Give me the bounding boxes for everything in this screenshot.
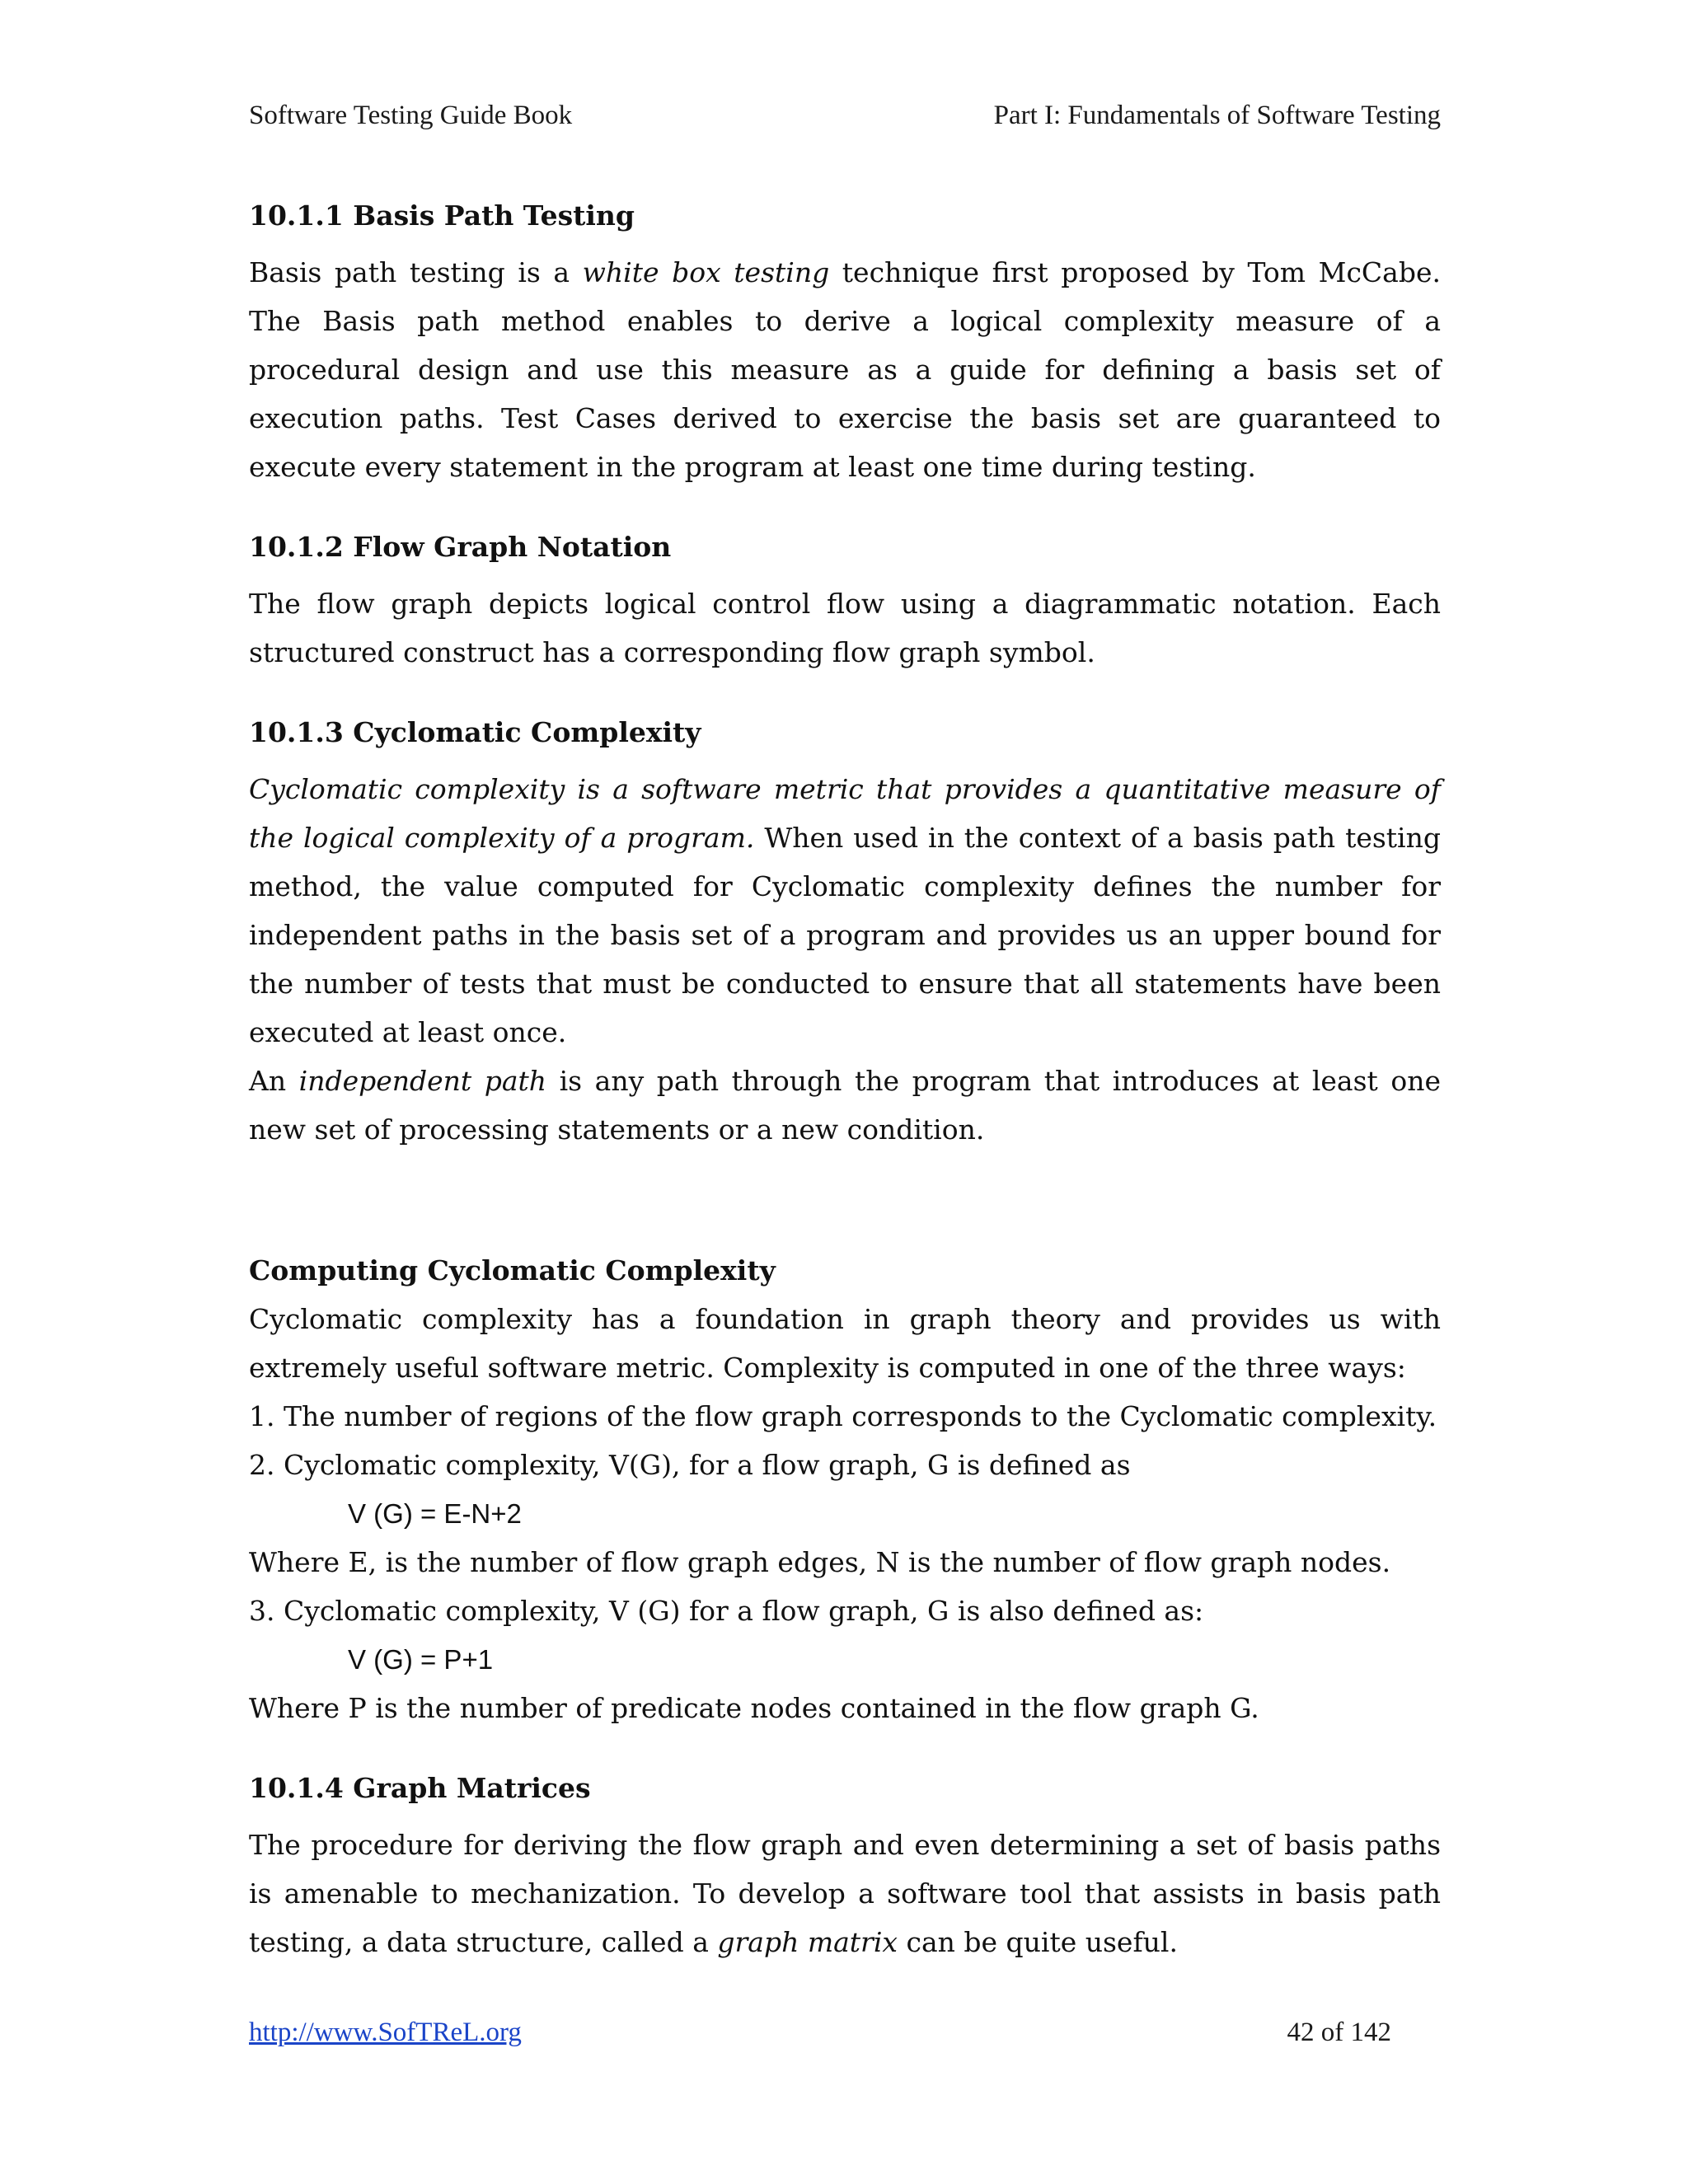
paragraph-cyclomatic-definition (249, 765, 1441, 1057)
section-graph-matrices (249, 1765, 1441, 1966)
section-cyclomatic-complexity (249, 710, 1441, 1154)
formula-edges-nodes: V (G) = E-N+2 (348, 1498, 522, 1529)
page-footer (249, 2014, 1391, 2050)
formula-predicates: V (G) = P+1 (348, 1644, 494, 1675)
page-number: 42 of 142 (1287, 2018, 1391, 2047)
text-run: When used in the context of a basis path testing method, the value computed for Cyclomatic complexity defines the number for independent paths in the basis set of a program and provides us an upper bound for the number of tests that must be conducted to ensure that all statements have been executed at least once. (249, 822, 1441, 1048)
formula-explanation-1: Where E, is the number of flow graph edges, N is the number of flow graph nodes. (249, 1546, 1391, 1578)
text-run: The procedure for deriving the flow graph and even determining a set of basis paths is amenable to mechanization. To develop a software tool that assists in basis path testing, a data structure, called a (249, 1829, 1441, 1958)
text-run: can be quite useful. (897, 1926, 1178, 1958)
text-run: Basis path testing is a (249, 256, 583, 288)
emphasis-graph-matrix: graph matrix (717, 1926, 898, 1958)
text-run: is any path through the program that introduces at least one new set of processing statements or a new condition. (249, 1065, 1441, 1146)
header-part-title: Part I: Fundamentals of Software Testing (993, 101, 1441, 130)
paragraph-graph-matrices (249, 1821, 1441, 1966)
list-item-2: 2. Cyclomatic complexity, V(G), for a flow graph, G is defined as (249, 1449, 1131, 1481)
document-page (249, 0, 1441, 2184)
heading-flow-graph-notation: 10.1.2 Flow Graph Notation (249, 531, 672, 563)
text-run: technique first proposed by Tom McCabe. The Basis path method enables to derive a logical complexity measure of a procedural design and use this measure as a guide for defining a basis set of execution paths. Test Cases derived to exercise the basis set are guaranteed to execute every statement in the program at least one time during testing. (249, 256, 1441, 483)
heading-cyclomatic-complexity: 10.1.3 Cyclomatic Complexity (249, 716, 701, 748)
page-content (249, 193, 1441, 1966)
list-item-3: 3. Cyclomatic complexity, V (G) for a flow graph, G is also defined as: (249, 1595, 1204, 1627)
text-run: An (249, 1065, 299, 1097)
running-header (249, 97, 1441, 134)
section-flow-graph-notation (249, 524, 1441, 677)
emphasis-white-box-testing: white box testing (582, 256, 830, 288)
footer-website-link[interactable]: http://www.SofTReL.org (249, 2018, 522, 2047)
heading-graph-matrices: 10.1.4 Graph Matrices (249, 1772, 591, 1804)
formula-explanation-2: Where P is the number of predicate nodes contained in the flow graph G. (249, 1692, 1259, 1724)
emphasis-cyclomatic-definition: Cyclomatic complexity is a software metric that provides a quantitative measure of the logical complexity of a program. (249, 773, 1441, 854)
heading-basis-path-testing: 10.1.1 Basis Path Testing (249, 199, 635, 232)
list-item-1: 1. The number of regions of the flow graph corresponds to the Cyclomatic complexity. (249, 1400, 1437, 1432)
heading-computing-cyclomatic: Computing Cyclomatic Complexity (249, 1254, 776, 1286)
header-book-title: Software Testing Guide Book (249, 101, 573, 130)
paragraph-flow-graph: The flow graph depicts logical control flow using a diagrammatic notation. Each structured construct has a corresponding flow graph symbol. (249, 588, 1441, 668)
section-basis-path-testing (249, 193, 1441, 491)
paragraph-basis-path (249, 248, 1441, 491)
paragraph-independent-path (249, 1057, 1441, 1154)
paragraph-computing-intro: Cyclomatic complexity has a foundation in graph theory and provides us with extremely useful software metric. Complexity is computed in one of the three ways: (249, 1303, 1441, 1384)
emphasis-independent-path: independent path (298, 1065, 547, 1097)
section-computing-cyclomatic (249, 1246, 1441, 1732)
